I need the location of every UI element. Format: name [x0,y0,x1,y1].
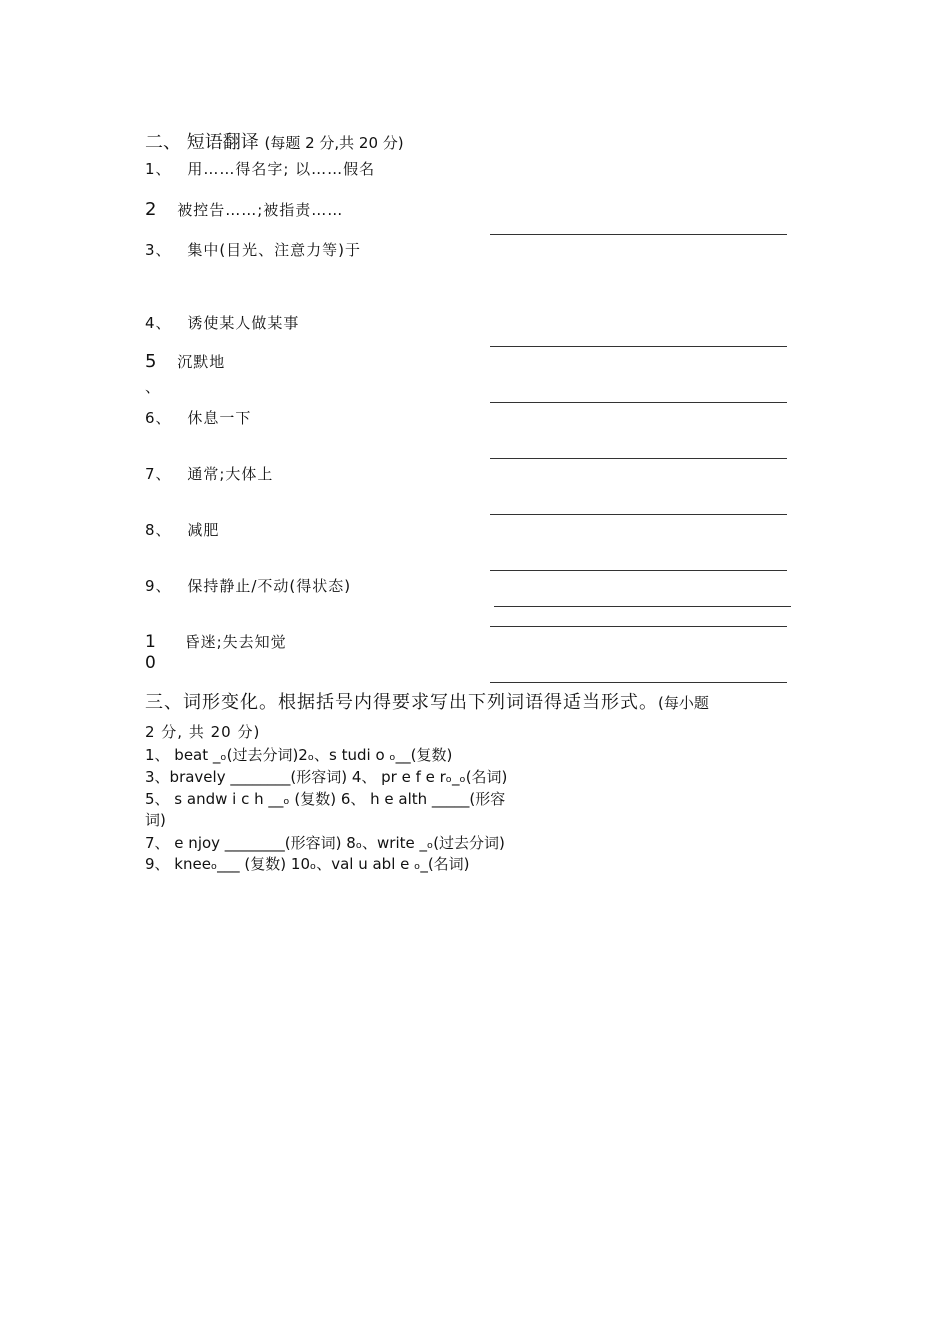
answer-line-6[interactable] [490,570,787,571]
answer-line-5[interactable] [490,514,787,515]
phrase-item-9 [145,575,351,596]
item-number: 2 [145,199,158,220]
item-number: 1、 [145,160,172,178]
phrase-item-1 [145,158,375,179]
phrase-item-8 [145,519,219,540]
item-number: 1 [145,632,157,652]
section-2-heading [145,128,404,154]
answer-line-9[interactable] [490,682,787,683]
item-number: 7、 [145,465,172,483]
item-number: 5 [145,351,158,372]
section-3-heading [145,688,709,714]
word-form-row-3-cont: 词) [145,811,166,829]
item-number: 4、 [145,314,172,332]
item-text: 休息一下 [187,409,252,427]
item-text: 保持静止/不动(得状态) [187,577,352,595]
item-text: 用……得名字; 以……假名 [187,160,376,178]
phrase-item-5 [145,351,225,372]
answer-line-3[interactable] [490,402,787,403]
item-text: 被控告……;被指责…… [177,201,344,219]
answer-line-1[interactable] [490,234,787,235]
item-number: 3、 [145,241,172,259]
item-10-number-tail: 0 [145,653,157,673]
item-text: 通常;大体上 [187,465,274,483]
item-number: 6、 [145,409,172,427]
word-form-row-3: 5、 s andw i c h __ₒ (复数) 6、 h e alth _____(形容 [145,790,506,808]
item-text: 减肥 [187,521,220,539]
item-5-number-tail: 、 [145,378,162,396]
word-form-row-4: 7、 e njoy ________(形容词) 8ₒ、write _ₒ(过去分词) [145,834,505,852]
phrase-item-7 [145,463,273,484]
answer-line-8[interactable] [490,626,787,627]
phrase-item-3 [145,239,361,260]
item-text: 诱使某人做某事 [187,314,300,332]
phrase-item-10 [145,631,287,652]
section-2-title: 二、 短语翻译 [145,132,259,153]
word-form-row-2: 3、bravely ________(形容词) 4、 pr e f e rₒ_ₒ(名词) [145,768,508,786]
section-3-title: 三、词形变化。根据括号内得要求写出下列词语得适当形式。 [145,692,658,713]
item-text: 沉默地 [177,353,226,371]
phrase-item-4 [145,312,299,333]
item-number: 8、 [145,521,172,539]
item-number: 9、 [145,577,172,595]
answer-line-4[interactable] [490,458,787,459]
word-form-row-1: 1、 beat _ₒ(过去分词)2ₒ、s tudi o ₒ__(复数) [145,746,453,764]
answer-line-2[interactable] [490,346,787,347]
phrase-item-6 [145,407,251,428]
item-text: 昏迷;失去知觉 [184,633,287,651]
section-3-note-a: (每小题 [658,694,709,712]
item-text: 集中(目光、注意力等)于 [187,241,362,259]
section-2-note: (每题 2 分,共 20 分) [264,134,404,152]
phrase-item-2 [145,199,343,220]
answer-line-7[interactable] [494,606,791,607]
section-3-note-b: 2 分, 共 20 分) [145,723,261,741]
word-form-row-5: 9、 kneeₒ___ (复数) 10ₒ、val u abl e ₒ_(名词) [145,855,470,873]
